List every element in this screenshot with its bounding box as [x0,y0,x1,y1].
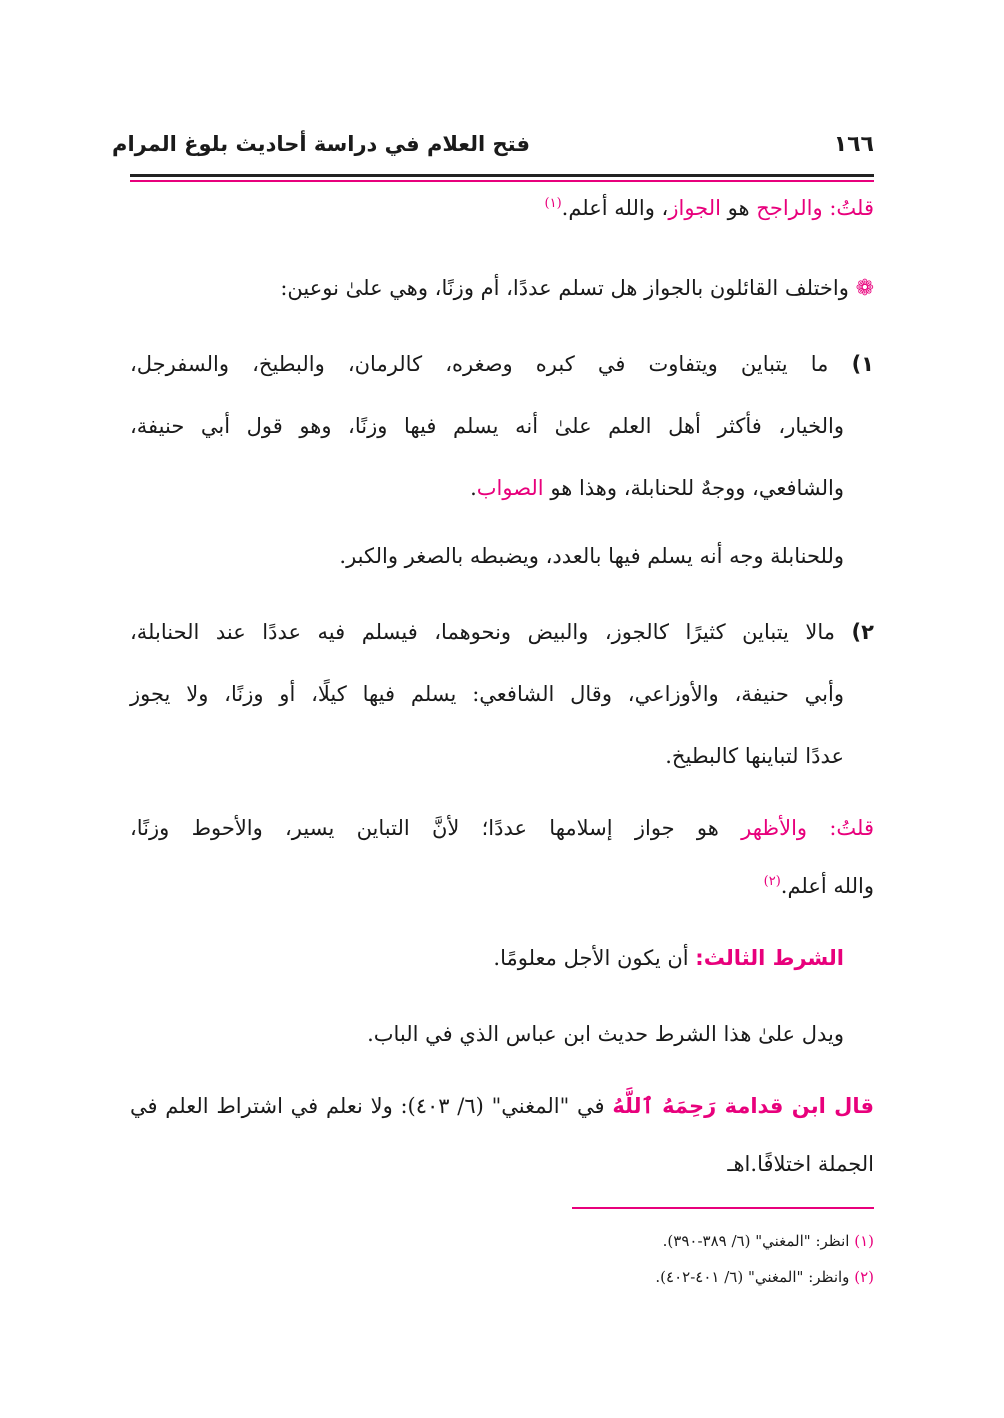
paragraph-conclusion-2-line-1 [130,816,874,841]
quote-attribution: قال ابن قدامة رَحِمَهُ ٱللَّهُ [612,1094,875,1118]
text-segment: أن يكون الأجل معلومًا. [493,946,689,970]
text-segment: ما يتباين ويتفاوت في كبره وصغره، كالرمان، والبطيخ، والسفرجل، [130,352,829,376]
paragraph-conclusion-1 [545,196,874,221]
text-segment: مالا يتباين كثيرًا كالجوز، والبيض ونحوهما، فيسلم فيه عددًا عند الحنابلة، [130,620,836,644]
highlight-rajih: والراجح [756,196,823,220]
text-segment: . [470,476,477,500]
section-heading: الشرط الثالث: [695,946,844,970]
text-segment: هو [727,196,750,220]
text-segment: في "المغني" (٦/ ٤٠٣): ولا نعلم في اشتراط العلم في [130,1094,605,1118]
footnote-1 [663,1232,874,1250]
paragraph-type-2-line-3 [665,744,844,769]
running-header [112,128,874,168]
text-segment: ويدل علىٰ هذا الشرط حديث ابن عباس الذي في الباب. [367,1022,844,1046]
footnote-text: انظر: "المغني" (٦/ ٣٨٩-٣٩٠). [662,1232,850,1250]
footnote-separator [572,1207,874,1209]
flower-bullet-icon: ❁ [855,276,874,301]
footnote-number: (٢) [854,1268,874,1286]
qultu-label: قلتُ: [829,816,874,840]
text-segment: والله أعلم. [780,874,874,898]
paragraph-ibn-qudama-line-2 [727,1152,874,1177]
footnote-number: (١) [854,1232,874,1250]
text-segment: والشافعي، ووجهٌ للحنابلة، وهذا هو [550,476,844,500]
text-segment: والخيار، فأكثر أهل العلم علىٰ أنه يسلم فيها وزنًا، وهو قول أبي حنيفة، [130,414,844,438]
footnote-ref-2[interactable]: (٢) [763,874,781,889]
footnote-ref-1[interactable]: (١) [544,196,562,211]
footnote-text: وانظر: "المغني" (٦/ ٤٠١-٤٠٢). [655,1268,850,1286]
paragraph-type-1-line-1 [130,352,874,377]
list-number: ١) [851,352,874,376]
book-title: فتح العلام في دراسة أحاديث بلوغ المرام [112,132,530,156]
page-number: ١٦٦ [833,132,874,157]
header-rule-accent [130,180,874,182]
paragraph-evidence [367,1022,844,1047]
paragraph-conclusion-2-line-2 [764,874,874,899]
text-segment: هو جواز إسلامها عددًا؛ لأنَّ التباين يسير، والأحوط وزنًا، [130,816,719,840]
text-segment: عددًا لتباينها كالبطيخ. [665,744,844,768]
text-segment: وأبي حنيفة، والأوزاعي، وقال الشافعي: يسلم فيها كيلًا، أو وزنًا، ولا يجوز [130,682,844,706]
paragraph-hanabila-view [339,544,844,569]
text-segment: واختلف القائلون بالجواز هل تسلم عددًا، أم وزنًا، وهي علىٰ نوعين: [280,276,849,300]
highlight-sawab: الصواب [476,476,544,500]
text-segment: ، والله أعلم. [561,196,669,220]
qultu-label: قلتُ: [829,196,874,220]
text-segment: الجملة اختلافًا.اهـ [727,1152,874,1176]
highlight-azhar: والأظهر [741,816,808,840]
paragraph-third-condition [493,946,844,971]
text-segment: وللحنابلة وجه أنه يسلم فيها بالعدد، ويضبطه بالصغر والكبر. [339,544,844,568]
paragraph-type-1-line-3 [470,476,844,501]
list-number: ٢) [851,620,874,644]
paragraph-type-2-line-1 [130,620,874,645]
paragraph-ibn-qudama-line-1 [130,1094,874,1119]
paragraph-types-intro [280,276,874,302]
highlight-jawaz: الجواز [668,196,721,220]
footnote-2 [655,1268,874,1286]
paragraph-type-2-line-2 [130,682,844,707]
header-rule [130,174,874,177]
paragraph-type-1-line-2 [130,414,844,439]
